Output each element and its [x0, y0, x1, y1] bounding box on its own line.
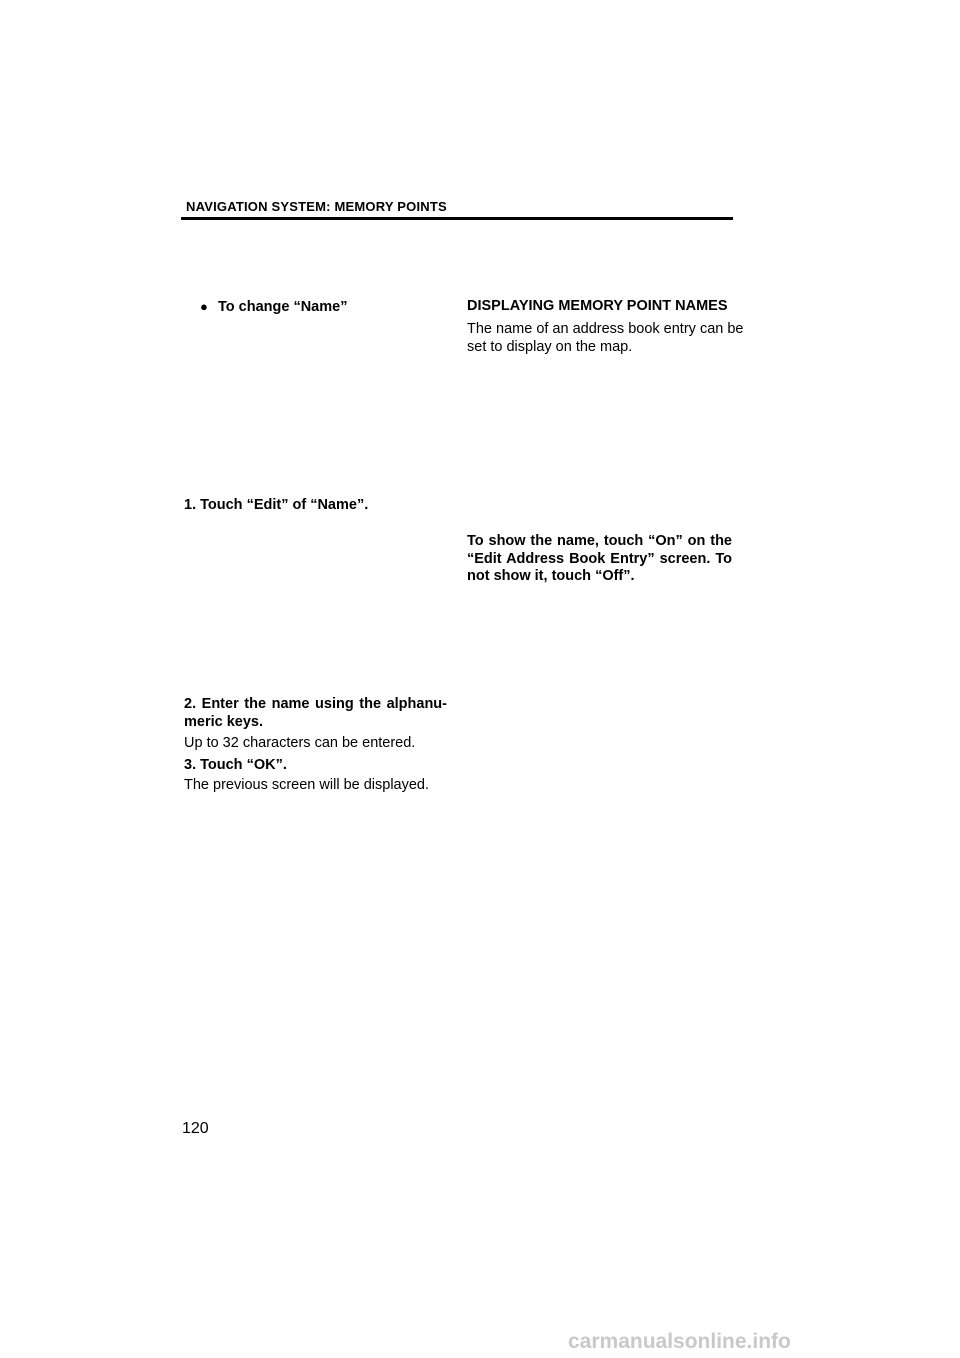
section-heading: DISPLAYING MEMORY POINT NAMES	[467, 298, 728, 314]
intro-line-2: set to display on the map.	[467, 338, 633, 355]
step-2-note: Up to 32 characters can be entered.	[184, 735, 416, 751]
subheading-change-name	[200, 298, 347, 317]
instruction-line-3: not show it, touch “Off”.	[467, 568, 635, 584]
subheading-text: To change “Name”	[218, 299, 348, 315]
section-header: NAVIGATION SYSTEM: MEMORY POINTS	[186, 199, 447, 214]
header-rule	[181, 217, 733, 220]
step-2-line-1: 2. Enter the name using the alphanu-	[184, 696, 447, 712]
step-2-line-2: meric keys.	[184, 713, 264, 730]
intro-line-1: The name of an address book entry can be	[467, 321, 744, 337]
intro-paragraph	[467, 321, 744, 356]
watermark: carmanualsonline.info	[568, 1330, 791, 1353]
step-2	[184, 696, 447, 731]
instruction-line-1: To show the name, touch “On” on the	[467, 533, 732, 549]
step-3: 3. Touch “OK”.	[184, 757, 287, 773]
bullet-icon: ●	[200, 299, 208, 314]
page-number: 120	[182, 1120, 209, 1137]
instruction-line-2: “Edit Address Book Entry” screen. To	[467, 550, 732, 567]
step-1: 1. Touch “Edit” of “Name”.	[184, 497, 369, 513]
step-3-note: The previous screen will be displayed.	[184, 777, 430, 793]
instruction-paragraph	[467, 533, 732, 586]
